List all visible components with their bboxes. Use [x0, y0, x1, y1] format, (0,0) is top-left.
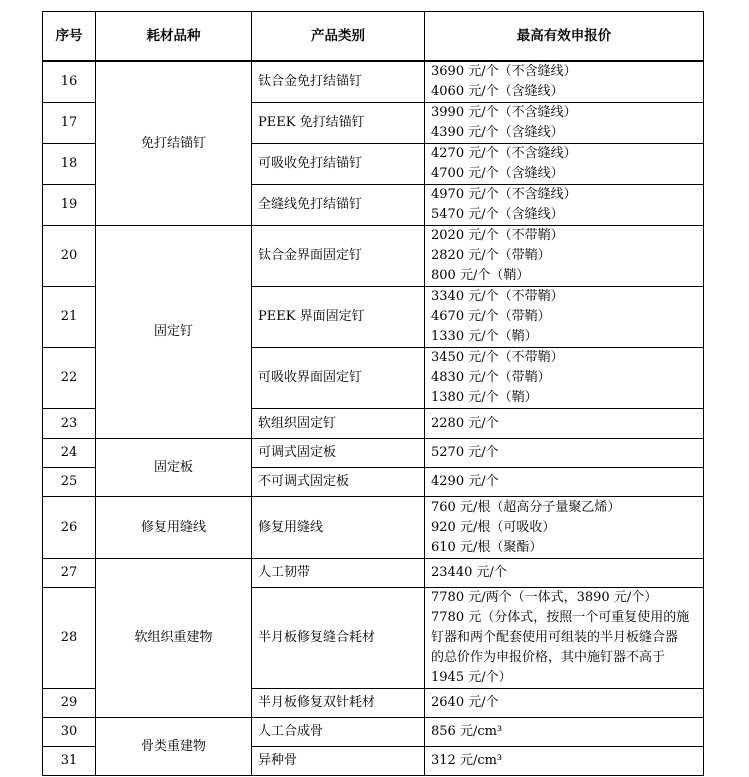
row-no: 21	[43, 287, 96, 348]
row-no: 31	[43, 747, 96, 776]
row-no: 17	[43, 103, 96, 144]
header-price: 最高有效申报价	[425, 12, 704, 62]
row-price	[425, 348, 704, 409]
price-line: 920 元/根（可吸收）	[431, 519, 556, 535]
price-line: 3340 元/个（不带鞘）	[431, 289, 564, 304]
group-cell: 固定板	[96, 439, 252, 497]
price-table-container	[42, 11, 704, 776]
row-price	[425, 588, 704, 689]
row-price	[425, 718, 704, 747]
row-price	[425, 103, 704, 144]
row-category: 半月板修复缝合耗材	[252, 588, 425, 689]
row-price	[425, 747, 704, 776]
price-line: 1330 元/个（鞘）	[431, 329, 538, 344]
group-cell: 软组织重建物	[96, 559, 252, 718]
row-category: PEEK 界面固定钉	[252, 287, 425, 348]
table-row	[43, 497, 704, 559]
price-line: 2020 元/个（不带鞘）	[431, 228, 564, 243]
row-category: 修复用缝线	[252, 497, 425, 559]
price-line: 4700 元/个（含缝线）	[431, 166, 564, 181]
price-line: 7780 元（分体式，按照一个可重复使用的施	[431, 610, 690, 625]
price-line: 4390 元/个（含缝线）	[431, 125, 564, 140]
price-line: 312 元/cm³	[431, 753, 503, 768]
row-no: 30	[43, 718, 96, 747]
row-price	[425, 287, 704, 348]
row-category: 半月板修复双针耗材	[252, 689, 425, 718]
price-line: 800 元/个（鞘）	[431, 268, 530, 283]
price-line: 1380 元/个（鞘）	[431, 390, 538, 405]
table-row	[43, 61, 704, 103]
row-no: 20	[43, 226, 96, 287]
row-no: 22	[43, 348, 96, 409]
row-price	[425, 409, 704, 439]
price-table	[42, 11, 704, 776]
row-category: 可吸收免打结锚钉	[252, 144, 425, 185]
header-category: 产品类别	[252, 12, 425, 62]
price-line: 3990 元/个（不含缝线）	[431, 105, 577, 120]
row-price	[425, 497, 704, 559]
group-cell: 骨类重建物	[96, 718, 252, 776]
row-price	[425, 439, 704, 468]
row-category: 钛合金界面固定钉	[252, 226, 425, 287]
row-no: 18	[43, 144, 96, 185]
row-price	[425, 689, 704, 718]
price-line: 3450 元/个（不带鞘）	[431, 350, 564, 365]
row-price	[425, 61, 704, 103]
row-price	[425, 226, 704, 287]
row-no: 23	[43, 409, 96, 439]
price-line: 2280 元/个	[431, 415, 499, 431]
row-no: 26	[43, 497, 96, 559]
price-line: 4670 元/个（带鞘）	[431, 309, 551, 324]
row-category: 人工韧带	[252, 559, 425, 588]
price-line: 2640 元/个	[431, 695, 499, 710]
table-row	[43, 226, 704, 287]
row-no: 19	[43, 185, 96, 226]
row-category: 软组织固定钉	[252, 409, 425, 439]
group-cell: 固定钉	[96, 226, 252, 439]
price-line: 2820 元/个（带鞘）	[431, 248, 551, 263]
header-row	[43, 12, 704, 62]
price-line: 610 元/根（聚酯）	[431, 539, 543, 555]
header-no: 序号	[43, 12, 96, 62]
row-category: 可调式固定板	[252, 439, 425, 468]
price-line: 5270 元/个	[431, 445, 499, 460]
row-no: 29	[43, 689, 96, 718]
price-line: 钉器和两个配套使用可组装的半月板缝合器	[431, 630, 679, 645]
row-no: 25	[43, 468, 96, 497]
row-price	[425, 559, 704, 588]
row-category: PEEK 免打结锚钉	[252, 103, 425, 144]
price-line: 856 元/cm³	[431, 724, 503, 739]
group-cell: 免打结锚钉	[96, 61, 252, 226]
row-category: 钛合金免打结锚钉	[252, 61, 425, 103]
table-row	[43, 439, 704, 468]
row-category: 不可调式固定板	[252, 468, 425, 497]
group-cell: 修复用缝线	[96, 497, 252, 559]
row-price	[425, 144, 704, 185]
row-category: 人工合成骨	[252, 718, 425, 747]
price-line: 4290 元/个	[431, 474, 499, 489]
header-variety: 耗材品种	[96, 12, 252, 62]
price-line: 的总价作为申报价格，其中施钉器不高于	[431, 650, 666, 665]
price-line: 5470 元/个（含缝线）	[431, 207, 564, 222]
row-category: 异种骨	[252, 747, 425, 776]
row-no: 16	[43, 61, 96, 103]
price-line: 760 元/根（超高分子量聚乙烯）	[431, 499, 621, 515]
row-price	[425, 468, 704, 497]
price-line: 23440 元/个	[431, 565, 507, 580]
row-no: 24	[43, 439, 96, 468]
price-line: 1945 元/个）	[431, 670, 512, 685]
row-category: 可吸收界面固定钉	[252, 348, 425, 409]
row-no: 28	[43, 588, 96, 689]
row-price	[425, 185, 704, 226]
price-line: 4060 元/个（含缝线）	[431, 84, 564, 99]
price-line: 4970 元/个（不含缝线）	[431, 187, 577, 202]
row-category: 全缝线免打结锚钉	[252, 185, 425, 226]
price-line: 3690 元/个（不含缝线）	[431, 64, 577, 79]
price-line: 4830 元/个（带鞘）	[431, 370, 551, 385]
price-line: 4270 元/个（不含缝线）	[431, 146, 577, 161]
row-no: 27	[43, 559, 96, 588]
table-row	[43, 559, 704, 588]
table-row	[43, 718, 704, 747]
price-line: 7780 元/两个（一体式，3890 元/个）	[431, 590, 658, 605]
